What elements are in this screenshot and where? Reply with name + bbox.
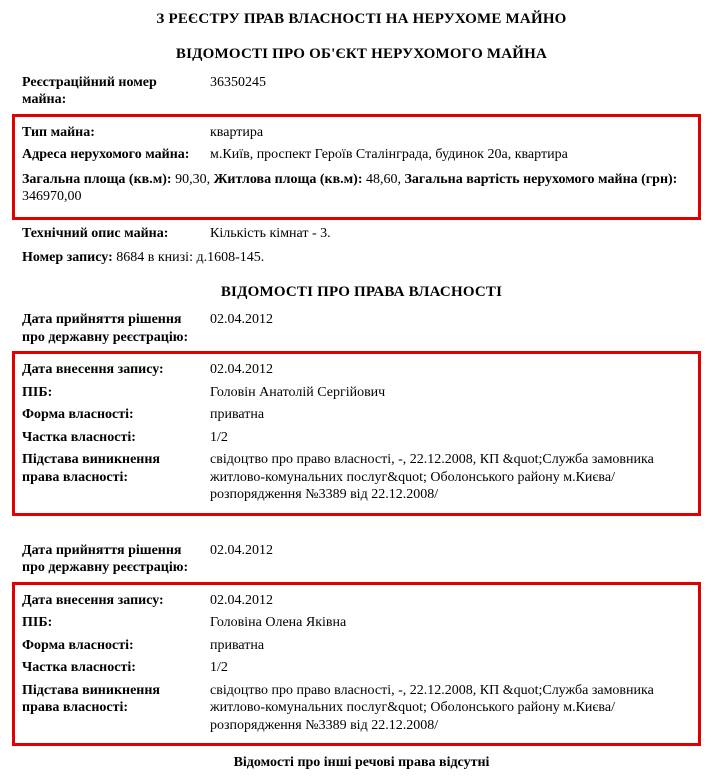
ownership-basis-label: Підстава виникнення права власності:	[22, 452, 160, 485]
total-cost-label: Загальна вартість нерухомого майна (грн):	[404, 171, 678, 187]
registration-number-value: 36350245	[210, 74, 266, 90]
owner-block-2	[22, 542, 701, 747]
ownership-share-row	[22, 659, 694, 677]
decision-date-value: 02.04.2012	[210, 542, 273, 558]
ownership-form-value: приватна	[210, 407, 265, 423]
ownership-form-label: Форма власності:	[22, 407, 134, 423]
property-type-row	[22, 124, 694, 142]
ownership-basis-value: свідоцтво про право власності, -, 22.12.2008, КП &quot;Служба замовника житлово-комунальних послуг&quot; Оболонського району м.Києва/ розпорядження №3389 від 22.12.2008/	[210, 682, 654, 733]
ownership-share-value: 1/2	[210, 429, 228, 445]
object-section-heading: ВІДОМОСТІ ПРО ОБ'ЄКТ НЕРУХОМОГО МАЙНА	[175, 45, 548, 62]
registration-number-label: Реєстраційний номер майна:	[22, 74, 157, 107]
ownership-share-value: 1/2	[210, 660, 228, 676]
entry-date-value: 02.04.2012	[210, 362, 273, 378]
technical-description-label: Технічний опис майна:	[22, 225, 169, 241]
decision-date-value: 02.04.2012	[210, 312, 273, 328]
technical-description-value: Кількість кімнат - 3.	[210, 225, 331, 241]
owner-name-row	[22, 384, 694, 402]
highlight-box-owner-1	[12, 351, 701, 516]
rights-section-heading: ВІДОМОСТІ ПРО ПРАВА ВЛАСНОСТІ	[220, 283, 503, 300]
ownership-share-label: Частка власності:	[22, 660, 136, 676]
entry-date-label: Дата внесення запису:	[22, 592, 164, 608]
total-cost-value: 346970,00	[22, 189, 82, 204]
ownership-form-label: Форма власності:	[22, 637, 134, 653]
property-address-value: м.Київ, проспект Героїв Сталінграда, будинок 20а, квартира	[210, 147, 568, 162]
owner-name-value: Головіна Олена Яківна	[210, 615, 347, 631]
living-area-label: Житлова площа (кв.м):	[213, 171, 363, 187]
highlight-box-owner-2	[12, 582, 701, 747]
area-and-value-line	[22, 171, 694, 206]
owner-name-label: ПІБ:	[22, 384, 53, 400]
ownership-form-row	[22, 637, 694, 655]
ownership-form-value: приватна	[210, 637, 265, 653]
owner-name-row	[22, 614, 694, 632]
ownership-share-label: Частка власності:	[22, 429, 136, 445]
decision-date-row	[22, 542, 701, 577]
entry-date-row	[22, 592, 694, 610]
living-area-value: 48,60,	[362, 171, 405, 187]
total-area-value: 90,30,	[171, 171, 214, 187]
ownership-basis-row	[22, 682, 694, 735]
highlight-box-object-details	[12, 114, 701, 220]
property-address-row	[22, 146, 694, 164]
other-rights-note: Відомості про інші речові права відсутні	[233, 755, 490, 771]
entry-date-value: 02.04.2012	[210, 592, 273, 608]
owner-block-1	[22, 311, 701, 516]
record-number-label: Номер запису:	[22, 250, 113, 265]
document-title: З РЕЄСТРУ ПРАВ ВЛАСНОСТІ НА НЕРУХОМЕ МАЙНО	[156, 11, 567, 27]
ownership-share-row	[22, 429, 694, 447]
decision-date-label: Дата прийняття рішення про державну реєстрацію:	[22, 542, 189, 576]
registration-number-row	[22, 74, 701, 109]
ownership-form-row	[22, 406, 694, 424]
ownership-basis-value: свідоцтво про право власності, -, 22.12.2008, КП &quot;Служба замовника житлово-комунальних послуг&quot; Оболонського району м.Києва/ розпорядження №3389 від 22.12.2008/	[210, 452, 654, 503]
decision-date-label: Дата прийняття рішення про державну реєстрацію:	[22, 312, 189, 345]
entry-date-row	[22, 361, 694, 379]
owner-name-value: Головін Анатолій Сергійович	[210, 384, 386, 400]
decision-date-row	[22, 311, 701, 346]
property-address-label: Адреса нерухомого майна:	[22, 147, 190, 162]
owner-name-label: ПІБ:	[22, 615, 53, 631]
entry-date-label: Дата внесення запису:	[22, 362, 164, 378]
property-type-label: Тип майна:	[22, 124, 95, 140]
record-number-line	[22, 249, 701, 267]
record-number-value: 8684 в книзі: д.1608-145.	[112, 250, 265, 265]
ownership-basis-row	[22, 451, 694, 504]
property-type-value: квартира	[210, 124, 264, 140]
technical-description-row	[22, 225, 701, 243]
ownership-basis-label: Підстава виникнення права власності:	[22, 682, 160, 716]
total-area-label: Загальна площа (кв.м):	[22, 171, 172, 187]
